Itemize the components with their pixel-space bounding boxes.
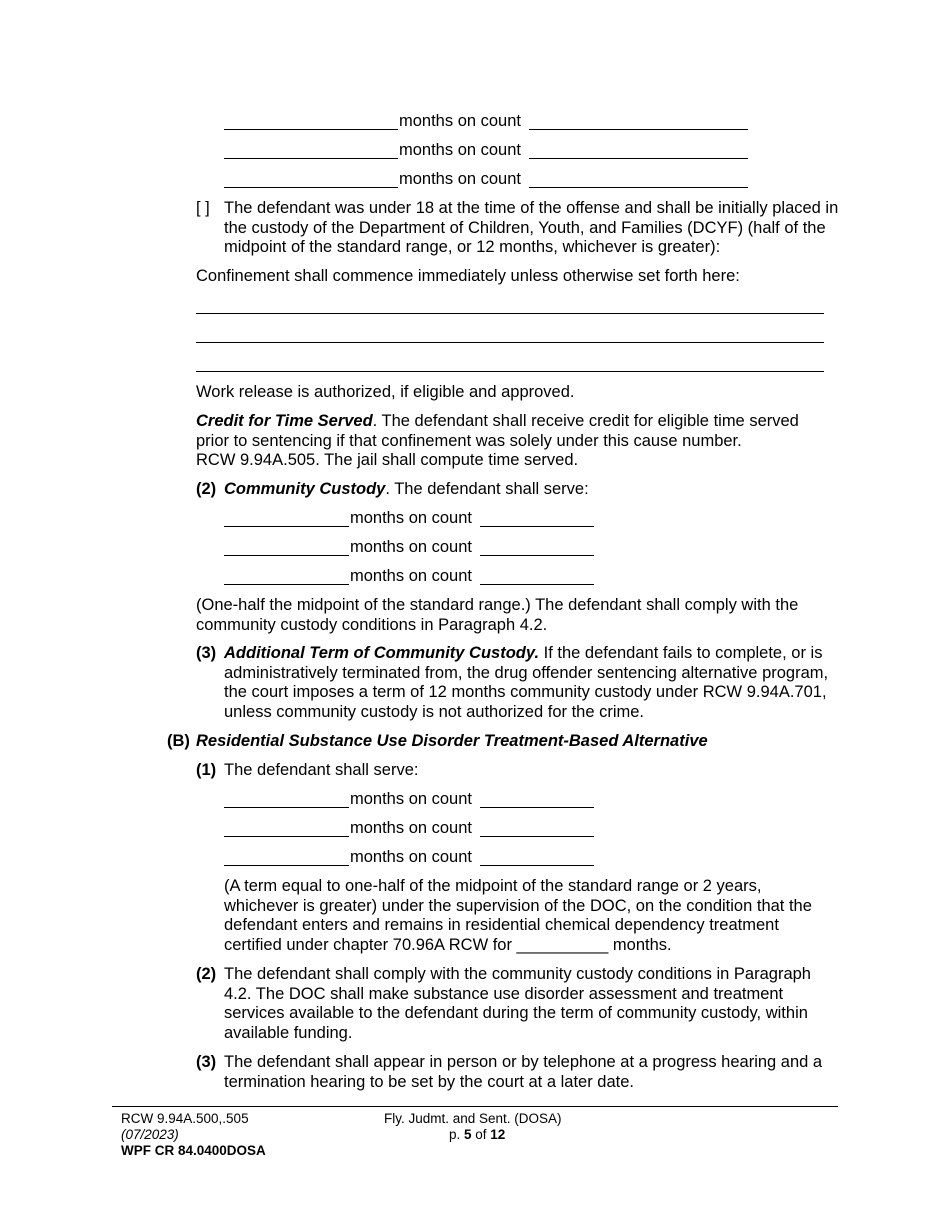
months-blank[interactable] <box>224 836 349 837</box>
footer-page-prefix: p. <box>449 1127 465 1142</box>
additional-term-number: (3) <box>196 644 217 662</box>
juvenile-text: The defendant was under 18 at the time of the offense and shall be initially placed in the custody of the Department of Children, Youth, and Families (DCYF) (half of the midpoint of the standard range, or 12 months, whichever is greater): <box>224 199 839 256</box>
b3-text: The defendant shall appear in person or by telephone at a progress hearing and a termination hearing to be set by the court at a later date. <box>224 1053 823 1091</box>
footer-page-total: 12 <box>490 1127 506 1142</box>
commence-text: Confinement shall commence immediately unless otherwise set forth here: <box>196 267 740 285</box>
footer-page-number: 5 <box>464 1127 472 1142</box>
additional-term-paragraph <box>224 644 838 722</box>
b2-number: (2) <box>196 965 217 983</box>
footer-rule <box>112 1106 838 1107</box>
count-blank[interactable] <box>480 836 594 837</box>
section-b-number: (B) <box>167 732 190 750</box>
months-on-count-label: months on count <box>399 141 521 159</box>
months-blank[interactable] <box>224 807 349 808</box>
months-on-count-label: months on count <box>350 819 472 837</box>
months-on-count-label: months on count <box>350 790 472 808</box>
b1-note: (A term equal to one-half of the midpoint of the standard range or 2 years, whichever is greater) under the supervision of the DOC, on the condition that the defendant enters and remains in residential chemical dependency treatment certified under chapter 70.96A RCW for __________ months. <box>224 877 812 954</box>
community-custody-note: (One-half the midpoint of the standard range.) The defendant shall comply with the community custody conditions in Paragraph 4.2. <box>196 596 799 634</box>
b3-number: (3) <box>196 1053 217 1071</box>
months-on-count-label: months on count <box>350 848 472 866</box>
b2-text: The defendant shall comply with the community custody conditions in Paragraph 4.2. The DOC shall make substance use disorder assessment and treatment services available to the defendant during the term of community custody, within available funding. <box>224 965 811 1042</box>
months-on-count-label: months on count <box>350 509 472 527</box>
count-blank[interactable] <box>529 187 748 188</box>
months-blank[interactable] <box>224 865 349 866</box>
community-custody-line <box>224 480 589 500</box>
b1-text: The defendant shall serve: <box>224 761 419 779</box>
community-custody-text: . The defendant shall serve: <box>385 480 589 498</box>
months-on-count-label: months on count <box>399 112 521 130</box>
work-release-text: Work release is authorized, if eligible and approved. <box>196 383 575 401</box>
footer-date: (07/2023) <box>121 1127 179 1142</box>
months-blank[interactable] <box>224 129 398 130</box>
months-blank[interactable] <box>224 526 349 527</box>
months-on-count-label: months on count <box>350 567 472 585</box>
footer-form-number: WPF CR 84.0400DOSA <box>121 1143 266 1158</box>
footer-rcw: RCW 9.94A.500,.505 <box>121 1111 249 1126</box>
commence-line[interactable] <box>196 313 824 314</box>
count-blank[interactable] <box>480 526 594 527</box>
section-b-heading: Residential Substance Use Disorder Treatment-Based Alternative <box>196 732 708 750</box>
credit-text-rcw: RCW 9.94A.505. The jail shall compute time served. <box>196 451 579 469</box>
footer-title: Fly. Judmt. and Sent. (DOSA) <box>384 1111 562 1126</box>
months-blank[interactable] <box>224 555 349 556</box>
juvenile-checkbox[interactable]: [ ] <box>196 199 210 217</box>
count-blank[interactable] <box>480 807 594 808</box>
months-blank[interactable] <box>224 158 398 159</box>
months-blank[interactable] <box>224 187 398 188</box>
months-blank[interactable] <box>224 584 349 585</box>
count-blank[interactable] <box>529 129 748 130</box>
additional-term-text: If the defendant fails to complete, or is administratively terminated from, the drug offender sentencing alternative program, the court imposes a term of 12 months community custody under RCW 9.94A.701, unless community custody is not authorized for the crime. <box>224 644 829 721</box>
community-custody-heading: Community Custody <box>224 480 386 498</box>
b1-number: (1) <box>196 761 217 779</box>
commence-line[interactable] <box>196 371 824 372</box>
community-custody-number: (2) <box>196 480 217 498</box>
credit-heading: Credit for Time Served <box>196 412 373 430</box>
months-on-count-label: months on count <box>350 538 472 556</box>
count-blank[interactable] <box>480 584 594 585</box>
count-blank[interactable] <box>480 555 594 556</box>
commence-line[interactable] <box>196 342 824 343</box>
footer-page-of: of <box>471 1127 491 1142</box>
count-blank[interactable] <box>529 158 748 159</box>
months-on-count-label: months on count <box>399 170 521 188</box>
footer-page <box>449 1127 505 1143</box>
count-blank[interactable] <box>480 865 594 866</box>
credit-paragraph <box>196 412 836 471</box>
credit-text: . The defendant shall receive credit for eligible time served prior to sentencing if that confinement was solely under this cause number. <box>196 412 799 450</box>
additional-term-heading: Additional Term of Community Custody. <box>224 644 540 662</box>
